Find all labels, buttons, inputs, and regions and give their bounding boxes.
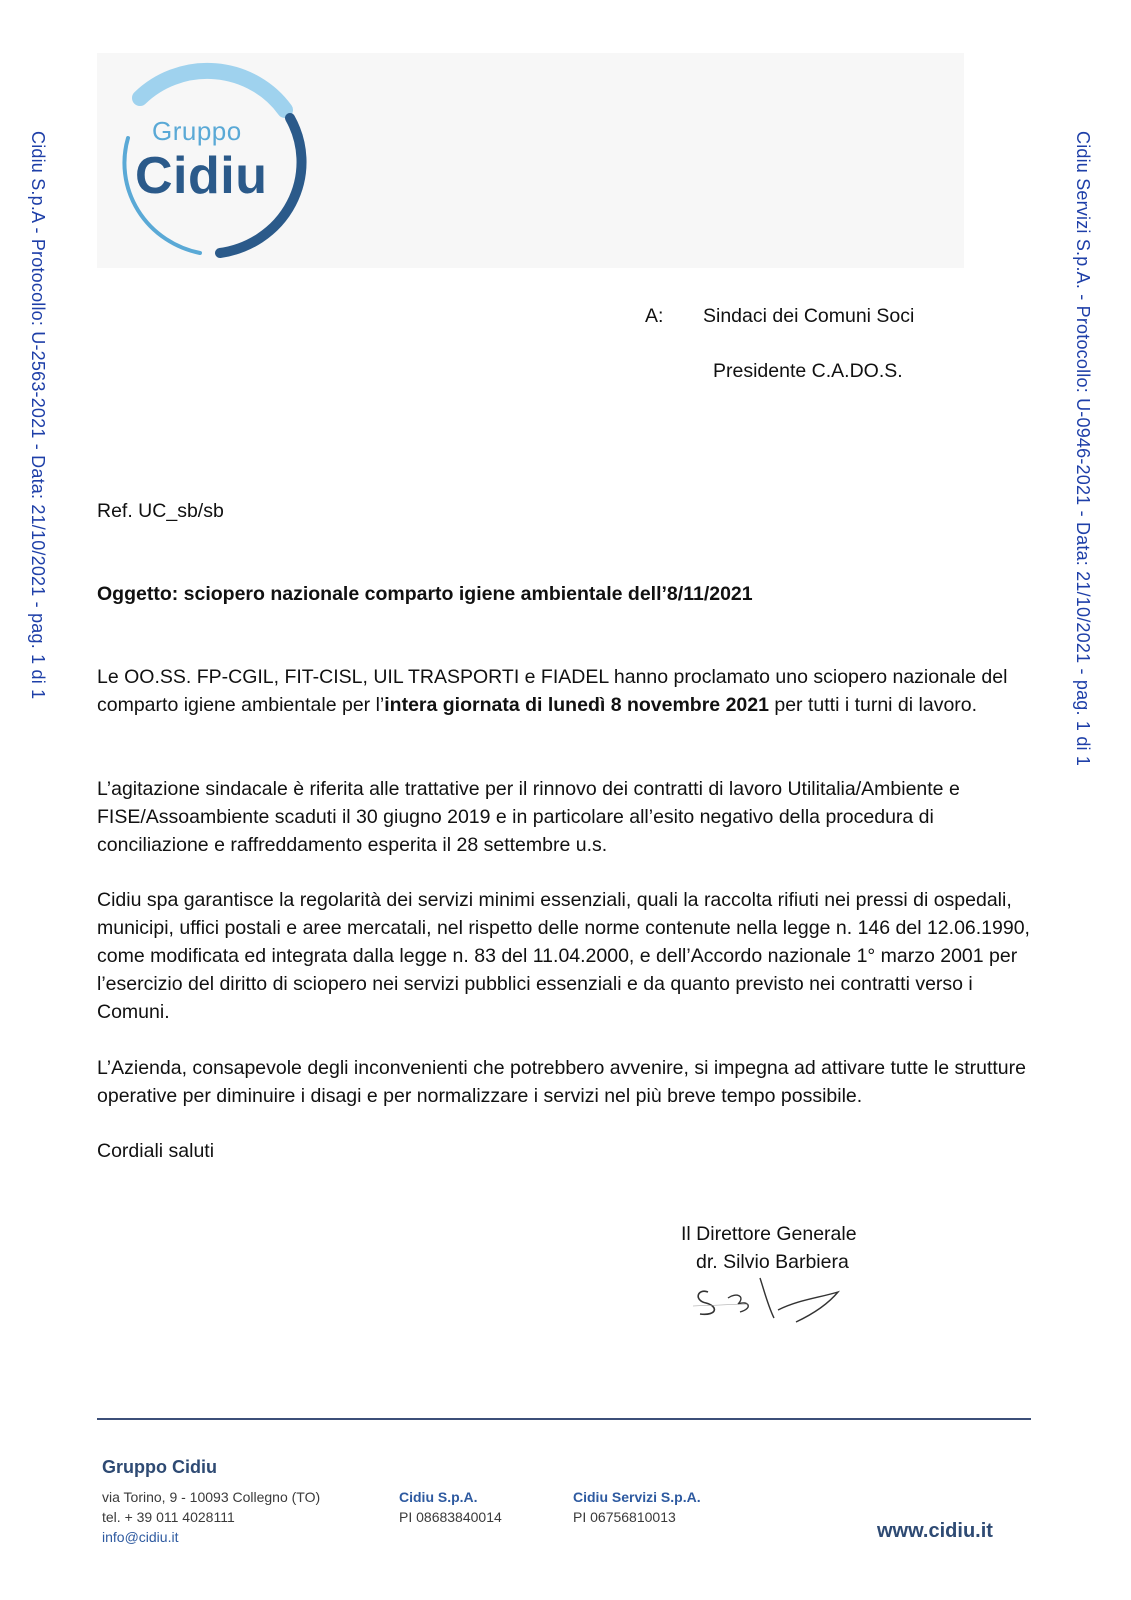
subject-line: Oggetto: sciopero nazionale comparto igiene ambientale dell’8/11/2021 xyxy=(97,583,753,605)
recipient-line-1: Sindaci dei Comuni Soci xyxy=(703,305,915,327)
signatory-title: Il Direttore Generale xyxy=(681,1223,857,1245)
footer-company-1-vat: PI 08683840014 xyxy=(399,1509,502,1525)
footer-phone: tel. + 39 011 4028111 xyxy=(102,1509,235,1525)
body-paragraph-4: L’Azienda, consapevole degli inconvenienti che potrebbero avvenire, si impegna ad attivare tutte le strutture operative per diminuire i disagi e per normalizzare i servizi nel più breve tempo possibile. xyxy=(97,1057,1026,1107)
footer-divider xyxy=(97,1418,1031,1420)
logo-text-gruppo: Gruppo xyxy=(152,116,242,146)
body-paragraph-1-end: per tutti i turni di lavoro. xyxy=(768,694,978,716)
body-paragraph-1-start: Le OO.SS. FP-CGIL, FIT-CISL, UIL TRASPORTI e FIADEL hanno proclamato uno sciopero nazionale del comparto igiene ambientale per l’ xyxy=(97,666,1008,716)
protocol-stamp-right xyxy=(1066,131,1096,931)
signatory-name: dr. Silvio Barbiera xyxy=(696,1251,849,1273)
footer-brand: Gruppo Cidiu xyxy=(102,1457,217,1477)
footer-company-1-name: Cidiu S.p.A. xyxy=(399,1489,478,1505)
protocol-stamp-left-text: Cidiu S.p.A - Protocollo: U-2563-2021 - Data: 21/10/2021 - pag. 1 di 1 xyxy=(28,131,48,700)
reference-code: Ref. UC_sb/sb xyxy=(97,500,224,522)
protocol-stamp-left xyxy=(21,131,51,851)
closing-salutation: Cordiali saluti xyxy=(97,1140,215,1162)
footer-email-link[interactable]: info@cidiu.it xyxy=(102,1529,179,1545)
logo-text-cidiu: Cidiu xyxy=(135,147,268,205)
footer-address: via Torino, 9 - 10093 Collegno (TO) xyxy=(102,1489,321,1505)
recipient-prefix: A: xyxy=(645,305,664,327)
body-paragraph-2: L’agitazione sindacale è riferita alle trattative per il rinnovo dei contratti di lavoro Utilitalia/Ambiente e FISE/Assoambiente scaduti il 30 giugno 2019 e in particolare all’esito negativo della procedura di conciliazione e raffreddamento esperita il 28 settembre u.s. xyxy=(97,778,960,856)
body-paragraph-1 xyxy=(97,663,1037,719)
body-paragraph-3: Cidiu spa garantisce la regolarità dei servizi minimi essenziali, quali la raccolta rifiuti nei pressi di ospedali, municipi, uffici postali e aree mercatali, nel rispetto delle norme contenute nella legge n. 146 del 12.06.1990, come modificata ed integrata dalla legge n. 83 del 11.04.2000, e dell’Accordo nazionale 1° marzo 2001 per l’esercizio del diritto di sciopero nei servizi pubblici essenziali e da quanto previsto nei contratti verso i Comuni. xyxy=(97,889,1030,1023)
footer-company-2-vat: PI 06756810013 xyxy=(573,1509,676,1525)
recipient-line-2: Presidente C.A.DO.S. xyxy=(713,360,903,382)
footer-website-link[interactable]: www.cidiu.it xyxy=(877,1520,993,1542)
footer-company-2-name: Cidiu Servizi S.p.A. xyxy=(573,1489,701,1505)
protocol-stamp-right-text: Cidiu Servizi S.p.A. - Protocollo: U-0946-2021 - Data: 21/10/2021 - pag. 1 di 1 xyxy=(1073,131,1093,767)
body-paragraph-1-bold: intera giornata di lunedì 8 novembre 2021 xyxy=(384,694,769,716)
handwritten-signature-icon xyxy=(688,1270,863,1330)
